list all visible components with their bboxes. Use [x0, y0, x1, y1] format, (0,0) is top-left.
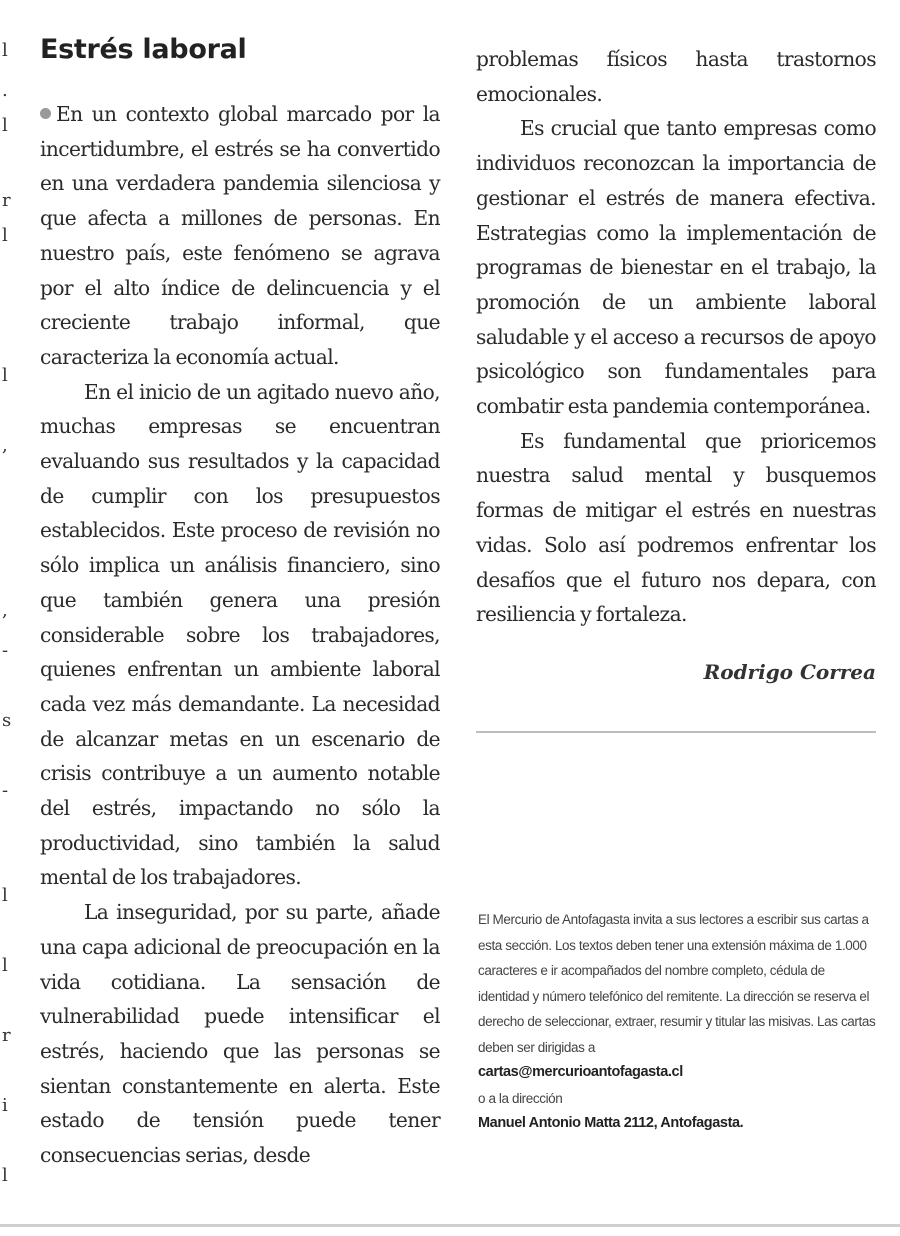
fragment: i — [2, 1095, 8, 1116]
fragment: r — [2, 1025, 11, 1046]
fragment: s — [2, 710, 12, 731]
article-paragraph — [40, 97, 440, 375]
fragment: - — [2, 640, 9, 661]
fragment: l — [2, 365, 8, 386]
notice-text: El Mercurio de Antofagasta invita a sus lectores a escribir sus cartas a esta sección. Los textos deben tener una extensión máxima de 1.000 caracteres e ir acompañados del nombre completo, cédula de identidad y número telefónico del remitente. La dirección se reserva el derecho de seleccionar, extraer, resumir y titular las misivas. Las cartas deben ser dirigidas a — [478, 912, 876, 1055]
fragment: l — [2, 40, 8, 61]
fragment: l — [2, 955, 8, 976]
fragment: l — [2, 225, 8, 246]
bullet-icon — [40, 108, 51, 119]
notice-email: cartas@mercurioantofagasta.cl — [478, 1064, 683, 1080]
fragment: l — [2, 885, 8, 906]
left-cropped-column — [0, 40, 16, 1210]
paragraph-text: En un contexto global marcado por la incertidumbre, el estrés se ha convertido en una verdadera pandemia silenciosa y que afecta a millones de personas. En nuestro país, este fenómeno se agrava por el alto índice de delincuencia y el creciente trabajo informal, que caracteriza la economía actual. — [40, 102, 440, 369]
fragment: . — [2, 80, 8, 101]
fragment: , — [2, 435, 8, 456]
bottom-divider — [0, 1224, 900, 1227]
notice-address: Manuel Antonio Matta 2112, Antofagasta. — [478, 1115, 744, 1131]
submission-notice — [478, 907, 878, 1137]
fragment: , — [2, 600, 8, 621]
fragment: l — [2, 1165, 8, 1186]
article-right-column — [476, 42, 876, 684]
article-paragraph: La inseguridad, por su parte, añade una capa adicional de preocupación en la vida cotidiana. La sensación de vulnerabilidad puede intensificar el estrés, haciendo que las personas se sientan constantemente en alerta. Este estado de tensión puede tener consecuencias serias, desde — [40, 900, 440, 1168]
fragment: - — [2, 780, 9, 801]
fragment: r — [2, 190, 11, 211]
article-paragraph: En el inicio de un agitado nuevo año, muchas empresas se encuentran evaluando sus resultados y la capacidad de cumplir con los presupuestos establecidos. Este proceso de revisión no sólo implica un análisis financiero, sino que también genera una presión considerable sobre los trabajadores, quienes enfrentan un ambiente laboral cada vez más demandante. La necesidad de alcanzar metas en un escenario de crisis contribuye a un aumento notable del estrés, impactando no sólo la productividad, sino también la salud mental de los trabajadores. — [40, 379, 440, 890]
fragment: l — [2, 115, 8, 136]
notice-or-address: o a la dirección — [478, 1090, 563, 1106]
article-title: Estrés laboral — [40, 34, 247, 65]
article-left-column — [40, 30, 440, 1173]
author-signature: Rodrigo Correa — [703, 659, 876, 684]
article-paragraph: Es crucial que tanto empresas como individuos reconozcan la importancia de gestionar el estrés de manera efectiva. Estrategias como la implementación de programas de bienestar en el trabajo, la promoción de un ambiente laboral saludable y el acceso a recursos de apoyo psicológico son fundamentales para combatir esta pandemia contemporánea. — [476, 116, 876, 419]
divider — [476, 731, 876, 733]
article-paragraph: problemas físicos hasta trastornos emocionales. — [476, 47, 876, 106]
article-paragraph: Es fundamental que prioricemos nuestra salud mental y busquemos formas de mitigar el estrés en nuestras vidas. Solo así podremos enfrentar los desafíos que el futuro nos depara, con resiliencia y fortaleza. — [476, 428, 876, 627]
